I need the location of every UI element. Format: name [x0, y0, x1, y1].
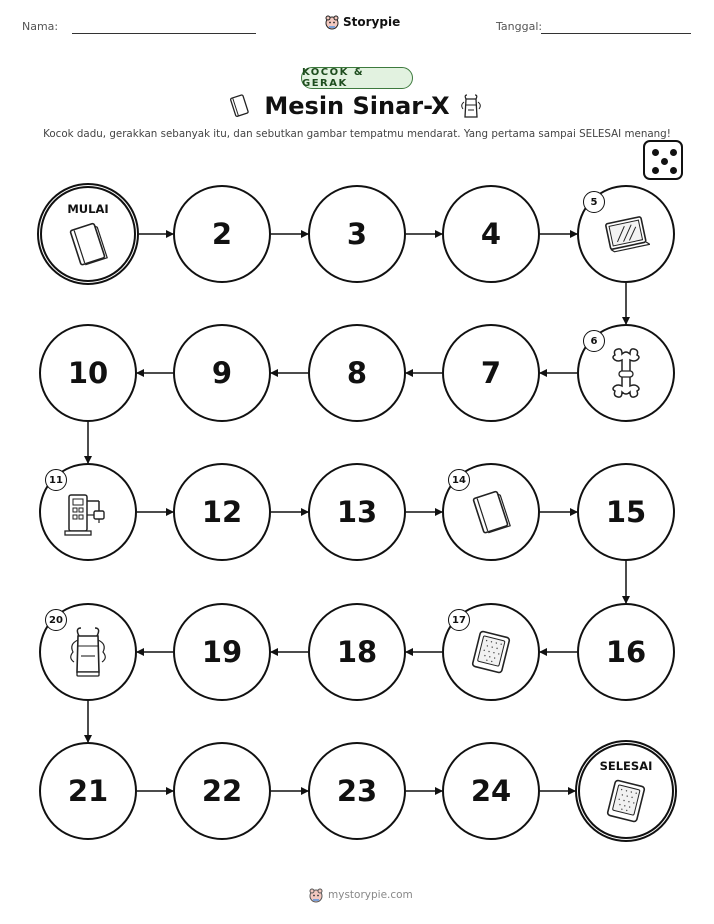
start-space	[37, 183, 139, 285]
storypie-mascot-icon	[308, 887, 324, 903]
footer	[308, 887, 413, 903]
board-space	[173, 324, 271, 422]
book-icon	[469, 488, 513, 540]
board-space	[577, 603, 675, 701]
board-space	[173, 603, 271, 701]
space-number: 10	[67, 356, 109, 390]
date-label: Tanggal:	[496, 20, 543, 33]
bone-icon	[609, 344, 643, 406]
space-number: 24	[470, 774, 512, 808]
board-space	[173, 185, 271, 283]
board-space	[39, 324, 137, 422]
space-number: 16	[605, 635, 647, 669]
board-space	[39, 463, 137, 561]
board-space	[173, 463, 271, 561]
space-number: 11	[45, 469, 67, 491]
space-number: 7	[480, 356, 502, 390]
board-space	[39, 603, 137, 701]
space-number: 8	[346, 356, 368, 390]
board-space	[577, 324, 675, 422]
space-number: 21	[67, 774, 109, 808]
finish-space	[575, 740, 677, 842]
lead-apron-icon	[63, 624, 113, 684]
space-number: 9	[211, 356, 233, 390]
page-title: Mesin Sinar-X	[264, 92, 450, 120]
board-space	[308, 324, 406, 422]
brand-name: Storypie	[343, 15, 401, 29]
board-space	[173, 742, 271, 840]
tablet-icon	[468, 628, 514, 680]
space-number: 6	[583, 330, 605, 352]
space-number: 23	[336, 774, 378, 808]
board-space	[442, 742, 540, 840]
space-number: 18	[336, 635, 378, 669]
tablet-icon	[603, 777, 649, 829]
space-number: 22	[201, 774, 243, 808]
space-number: 13	[336, 495, 378, 529]
space-number: 19	[201, 635, 243, 669]
board-space	[442, 185, 540, 283]
board-space	[39, 742, 137, 840]
board-space	[308, 185, 406, 283]
xray-machine-icon	[61, 485, 115, 543]
finish-label: SELESAI	[599, 759, 653, 773]
board-space	[577, 463, 675, 561]
board-space	[577, 185, 675, 283]
xray-film-icon	[602, 212, 650, 260]
board-space	[442, 463, 540, 561]
space-number: 12	[201, 495, 243, 529]
board-space	[308, 463, 406, 561]
board-space	[442, 324, 540, 422]
name-label: Nama:	[22, 20, 59, 33]
space-number: 20	[45, 609, 67, 631]
space-number: 14	[448, 469, 470, 491]
space-number: 17	[448, 609, 470, 631]
space-number: 4	[480, 217, 502, 251]
category-badge: KOCOK & GERAK	[301, 67, 413, 89]
instructions: Kocok dadu, gerakkan sebanyak itu, dan sebutkan gambar tempatmu mendarat. Yang pertama sampai SELESAI menang!	[43, 128, 671, 140]
book-icon	[66, 220, 110, 272]
space-number: 15	[605, 495, 647, 529]
space-number: 2	[211, 217, 233, 251]
space-number: 5	[583, 191, 605, 213]
board-space	[442, 603, 540, 701]
space-number: 3	[346, 217, 368, 251]
board-space	[308, 603, 406, 701]
start-label: MULAI	[67, 202, 109, 216]
footer-url[interactable]: mystorypie.com	[328, 889, 413, 901]
board-space	[308, 742, 406, 840]
